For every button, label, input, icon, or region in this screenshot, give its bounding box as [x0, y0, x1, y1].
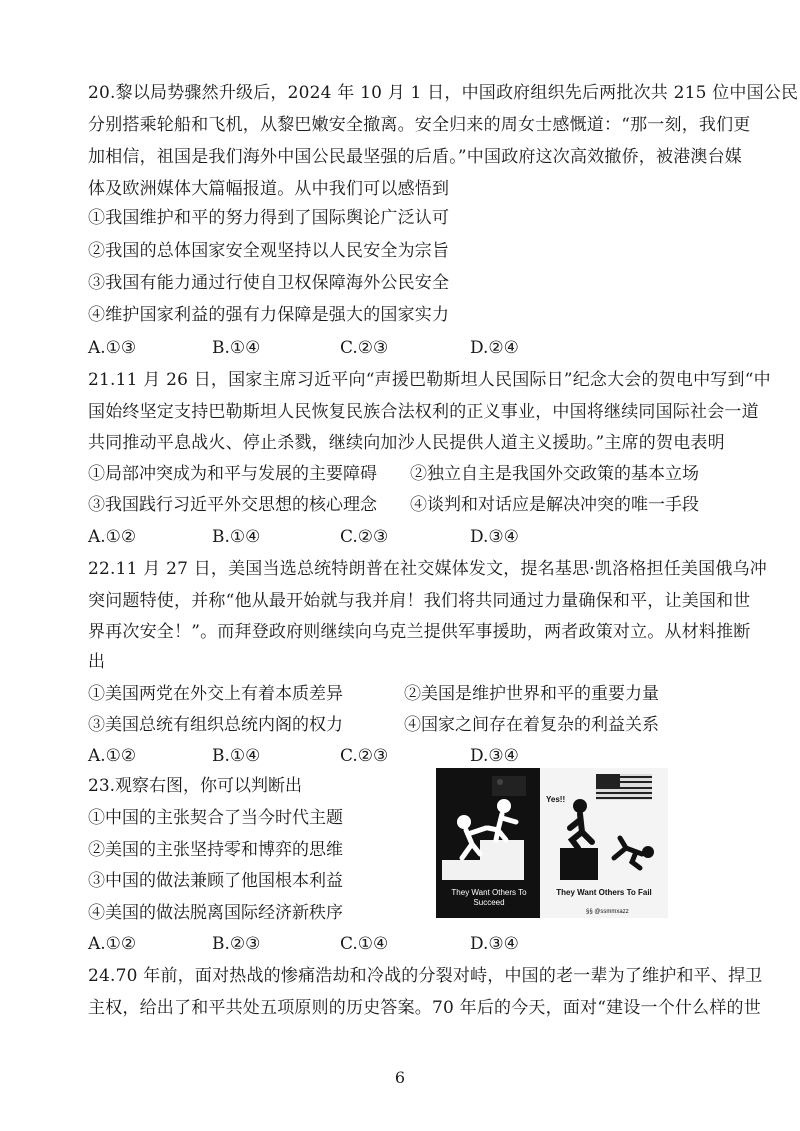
- question-20-item: ①我国维护和平的努力得到了国际舆论广泛认可: [88, 208, 450, 228]
- question-22-item: ③美国总统有组织总统内阁的权力: [88, 715, 343, 735]
- question-22-stem-line: 22.11 月 27 日，美国当选总统特朗普在社交媒体发文，提名基思·凯洛格担任美国俄乌冲: [88, 559, 767, 579]
- question-24-stem-line: 24.70 年前，面对热战的惨痛浩劫和冷战的分裂对峙，中国的老一辈为了维护和平、捍卫: [88, 966, 763, 986]
- question-21-item: ①局部冲突成为和平与发展的主要障碍: [88, 464, 377, 484]
- option-c[interactable]: C.①④: [340, 934, 389, 954]
- option-c[interactable]: C.②③: [340, 338, 389, 358]
- question-21-stem-line: 国始终坚定支持巴勒斯坦人民恢复民族合法权利的正义事业，中国将继续同国际社会一道: [88, 402, 759, 422]
- cartoon-left-panel: [436, 768, 540, 918]
- question-23-item: ①中国的主张契合了当今时代主题: [88, 808, 343, 828]
- question-22-item: ①美国两党在外交上有着本质差异: [88, 684, 343, 704]
- question-22-item: ②美国是维护世界和平的重要力量: [404, 684, 659, 704]
- option-d[interactable]: D.③④: [470, 934, 519, 954]
- option-a[interactable]: A.①②: [88, 934, 137, 954]
- question-21-item: ④谈判和对话应是解决冲突的唯一手段: [410, 495, 699, 515]
- question-20-stem-line: 分别搭乘轮船和飞机，从黎巴嫩安全撤离。安全归来的周女士感慨道：“那一刻，我们更: [88, 115, 751, 135]
- question-22-stem-line: 突问题特使，并称“他从最开始就与我并肩！我们将共同通过力量确保和平，让美国和世: [88, 591, 751, 611]
- question-21-item: ③我国践行习近平外交思想的核心理念: [88, 495, 377, 515]
- question-22-stem-line: 出: [88, 652, 106, 672]
- cartoon-right-panel: [540, 768, 668, 918]
- question-22-stem-line: 界再次安全！”。而拜登政府则继续向乌克兰提供军事援助，两者政策对立。从材料推断: [88, 622, 751, 642]
- cartoon-figure: [436, 768, 668, 918]
- cartoon-yes-text: Yes!!: [546, 795, 566, 804]
- question-23-item: ③中国的做法兼顾了他国根本利益: [88, 871, 343, 891]
- option-b[interactable]: B.②③: [212, 934, 261, 954]
- question-20-item: ④维护国家利益的强有力保障是强大的国家实力: [88, 305, 450, 325]
- option-c[interactable]: C.②③: [340, 527, 389, 547]
- question-21-stem-line: 共同推动平息战火、停止杀戮，继续向加沙人民提供人道主义援助。”主席的贺电表明: [88, 433, 725, 453]
- cartoon-sub-caption: §§ @ssmmxazz: [586, 909, 629, 915]
- option-d[interactable]: D.②④: [470, 338, 519, 358]
- option-a[interactable]: A.①②: [88, 527, 137, 547]
- option-b[interactable]: B.①④: [212, 746, 261, 766]
- question-20-item: ②我国的总体国家安全观坚持以人民安全为宗旨: [88, 241, 450, 261]
- cartoon-right-caption: They Want Others To Fail: [556, 888, 652, 897]
- question-23-item: ④美国的做法脱离国际经济新秩序: [88, 903, 343, 923]
- question-20-item: ③我国有能力通过行使自卫权保障海外公民安全: [88, 273, 450, 293]
- question-21-stem-line: 21.11 月 26 日，国家主席习近平向“声援巴勒斯坦人民国际日”纪念大会的贺电中写到“中: [88, 370, 771, 390]
- option-d[interactable]: D.③④: [470, 527, 519, 547]
- question-23-item: ②美国的主张坚持零和博弈的思维: [88, 840, 343, 860]
- option-a[interactable]: A.①②: [88, 746, 137, 766]
- page-number: 6: [394, 1068, 406, 1087]
- option-b[interactable]: B.①④: [212, 338, 261, 358]
- question-23-stem: 23.观察右图，你可以判断出: [88, 776, 303, 796]
- option-a[interactable]: A.①③: [88, 338, 137, 358]
- option-b[interactable]: B.①④: [212, 527, 261, 547]
- option-d[interactable]: D.③④: [470, 746, 519, 766]
- question-24-stem-line: 主权，给出了和平共处五项原则的历史答案。70 年后的今天，面对“建设一个什么样的世: [88, 998, 761, 1018]
- question-20-stem-line: 体及欧洲媒体大篇幅报道。从中我们可以感悟到: [88, 179, 450, 199]
- cartoon-left-caption: They Want Others To Succeed: [451, 888, 527, 907]
- question-20-stem-line: 加相信，祖国是我们海外中国公民最坚强的后盾。”中国政府这次高效撤侨，被港澳台媒: [88, 147, 742, 167]
- question-21-item: ②独立自主是我国外交政策的基本立场: [410, 464, 699, 484]
- option-c[interactable]: C.②③: [340, 746, 389, 766]
- question-22-item: ④国家之间存在着复杂的利益关系: [404, 715, 659, 735]
- question-20-stem-line: 20.黎以局势骤然升级后，2024 年 10 月 1 日，中国政府组织先后两批次共 215 位中国公民: [88, 83, 799, 103]
